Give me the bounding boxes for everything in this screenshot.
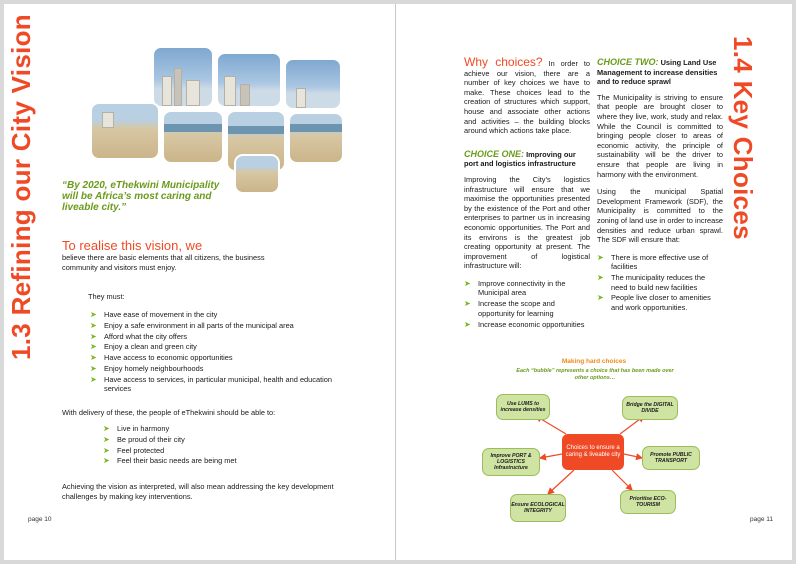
arrow-bullet-icon: ➤ xyxy=(90,320,97,330)
arrow-bullet-icon: ➤ xyxy=(597,273,604,283)
list-item: ➤ Feel protected xyxy=(103,445,165,455)
arrow-bullet-icon: ➤ xyxy=(90,310,97,319)
list-item: ➤ Have ease of movement in the city xyxy=(90,310,218,319)
arrow-bullet-icon: ➤ xyxy=(103,424,110,433)
photo-tile xyxy=(152,46,214,108)
choice-two-heading xyxy=(597,58,723,87)
list-item: ➤ The municipality reduces the need to build new facilities xyxy=(597,273,706,292)
bubble-digital-divide: Bridge the DIGITAL DIVIDE xyxy=(622,396,678,420)
photo-tile xyxy=(284,58,342,110)
vision-quote: “By 2020, eThekwini Municipality will be Africa’s most caring and liveable city.” xyxy=(62,180,220,213)
choice-two-label: CHOICE TWO: xyxy=(597,57,659,67)
choice-one-text: Improving the City’s logistics infrastructure will ensure that we maximise the opportunities presented by the existence of the Port and other enterprises to partner us in increasing economic opportunities. The Port and its environs is the greatest job creating opportunity at present. The improvement of logistical infrastructure will: xyxy=(464,174,590,271)
arrow-bullet-icon: ➤ xyxy=(103,456,110,466)
diagram-title: Making hard choices xyxy=(561,358,627,365)
arrow-bullet-icon: ➤ xyxy=(464,278,471,288)
section-title-left: 1.3 Refining our City Vision xyxy=(6,14,36,360)
column-one xyxy=(464,55,591,330)
list-item: ➤ Enjoy a safe environment in all parts of the municipal area xyxy=(90,320,294,330)
why-heading: Why choices? xyxy=(464,55,543,69)
choice-two-text-2: Using the municipal Spatial Development Framework (SDF), the Municipality is committed to the zoning of land use in order to increase densities and reduce urban sprawl. The SDF will ensure that: xyxy=(597,187,723,245)
vision-text: believe there are basic elements that all citizens, the business community and visitors must enjoy. xyxy=(62,253,265,272)
list-item: ➤ There is more effective use of facilities xyxy=(597,252,709,272)
arrow-bullet-icon: ➤ xyxy=(464,319,471,329)
hard-choices-diagram xyxy=(470,358,718,536)
arrow-bullet-icon: ➤ xyxy=(103,445,110,455)
must-label: They must: xyxy=(88,292,125,301)
arrow-bullet-icon: ➤ xyxy=(103,434,110,444)
list-item: ➤ Be proud of their city xyxy=(103,434,185,444)
must-list xyxy=(90,310,350,395)
choice-one-heading xyxy=(464,150,590,169)
arrow-bullet-icon: ➤ xyxy=(464,299,471,309)
arrow-bullet-icon: ➤ xyxy=(90,353,97,363)
list-item: ➤ Increase economic opportunities xyxy=(464,319,585,329)
choice-two-title: Using Land Use Management to increase densities and to reduce sprawl xyxy=(597,58,718,87)
beach-photo-collage xyxy=(90,46,345,196)
bubble-ecological-integrity: Ensure ECOLOGICAL INTEGRITY xyxy=(510,494,566,522)
page-number-right: page 11 xyxy=(750,516,774,523)
choice-two-list xyxy=(597,253,723,313)
section-title-right: 1.4 Key Choices xyxy=(728,36,758,240)
list-item: ➤ Feel their basic needs are being met xyxy=(103,456,237,466)
list-item: ➤ Have access to economic opportunities xyxy=(90,353,233,363)
arrow-bullet-icon: ➤ xyxy=(90,374,97,384)
list-item: ➤ Improve connectivity in the Municipal area xyxy=(464,278,566,298)
choice-two-text-1: The Municipality is striving to ensure that people are brought closer to where they live, work, study and relax. While the Council is committed to bringing people closer to areas of economic activity, the principle of sustainability will be the driver to ensure that people are living in harmony with the environment. xyxy=(597,92,723,179)
vision-heading: To realise this vision, we xyxy=(62,238,203,253)
photo-tile xyxy=(234,154,280,194)
photo-tile xyxy=(288,112,344,164)
list-item: ➤ Have access to services, in particular municipal, health and education services xyxy=(90,374,332,394)
diagram-subtitle: Each “bubble” represents a choice that has been made over other options… xyxy=(516,368,674,381)
photo-tile xyxy=(162,110,224,164)
bubble-eco-tourism: Prioritise ECO-TOURISM xyxy=(620,490,676,514)
list-item: ➤ Enjoy a clean and green city xyxy=(90,342,197,352)
bubble-public-transport: Promote PUBLIC TRANSPORT xyxy=(642,446,700,470)
list-item: ➤ Live in harmony xyxy=(103,424,170,433)
list-item: ➤ People live closer to amenities and work opportunities. xyxy=(597,293,711,313)
bubble-use-lums: Use LUMS to increase densities xyxy=(496,394,550,420)
choice-one-title: Improving our port and logistics infrastructure xyxy=(464,149,576,169)
arrow-bullet-icon: ➤ xyxy=(90,363,97,373)
list-item: ➤ Enjoy homely neighbourhoods xyxy=(90,363,204,373)
arrow-bullet-icon: ➤ xyxy=(597,252,604,262)
column-two xyxy=(597,58,723,314)
photo-tile xyxy=(216,52,282,108)
delivery-list xyxy=(103,424,323,467)
why-text: In order to achieve our vision, there are a number of key choices we have to make. These choices lead to the creation of structures which support, house and associate other actions and activities – the building blocks around which actions take place. xyxy=(464,59,591,136)
bubble-port-logistics: Improve PORT & LOGISTICS Infrastructure xyxy=(482,448,540,476)
list-item: ➤ Increase the scope and opportunity for learning xyxy=(464,299,555,318)
diagram-center-node: Choices to ensure a caring & liveable city xyxy=(562,434,624,470)
delivery-label: With delivery of these, the people of eThekwini should be able to: xyxy=(62,408,276,417)
arrow-bullet-icon: ➤ xyxy=(90,342,97,352)
achieving-text: Achieving the vision as interpreted, will also mean addressing the key development challenges by making key interventions. xyxy=(62,482,334,501)
arrow-bullet-icon: ➤ xyxy=(597,293,604,303)
choice-one-list xyxy=(464,279,590,329)
arrow-bullet-icon: ➤ xyxy=(90,331,97,341)
photo-tile xyxy=(90,102,160,160)
choice-one-label: CHOICE ONE: xyxy=(464,148,525,159)
why-choices-paragraph xyxy=(464,55,591,136)
list-item: ➤ Afford what the city offers xyxy=(90,331,188,341)
page-number-left: page 10 xyxy=(28,516,52,523)
